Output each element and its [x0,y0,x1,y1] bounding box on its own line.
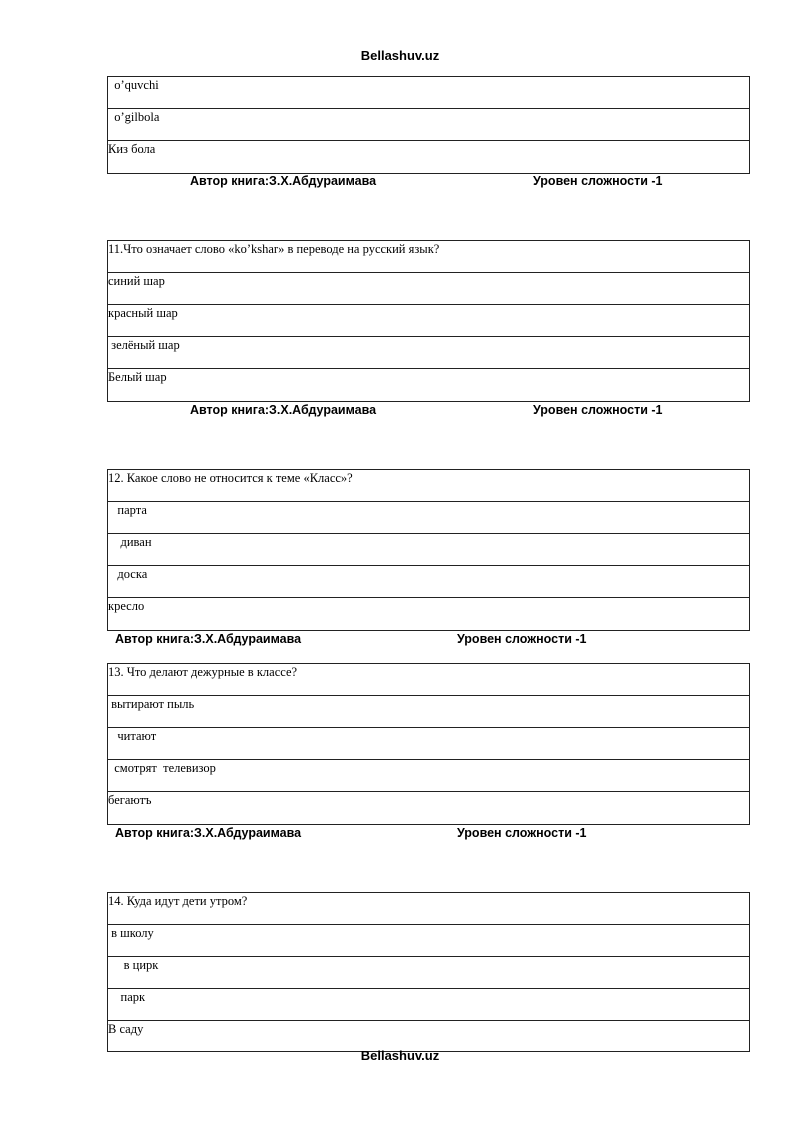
answer-row: синий шар [108,273,749,305]
difficulty-label: Уровен сложности -1 [457,632,587,646]
answer-row: Киз бола [108,142,156,156]
question-text: 12. Какое слово не относится к теме «Класс»? [108,470,749,502]
author-label: Автор книга:З.Х.Абдураимава [115,826,302,840]
answer-row: o’quvchi [108,77,749,109]
author-label: Автор книга:З.Х.Абдураимава [115,632,302,646]
answer-row: бегаютъ [108,793,152,807]
question-table [107,892,750,1052]
answer-row: красный шар [108,305,749,337]
answer-row: вытирают пыль [108,696,749,728]
answer-row: Белый шар [108,370,167,384]
answer-row: В саду [108,1022,144,1036]
answer-row: зелёный шар [108,337,749,369]
footer-site-name: Bellashuv.uz [360,1048,440,1063]
difficulty-label: Уровен сложности -1 [533,403,663,417]
difficulty-label: Уровен сложности -1 [457,826,587,840]
question-text: 13. Что делают дежурные в классе? [108,664,749,696]
difficulty-label: Уровен сложности -1 [533,174,663,188]
question-table [107,240,750,402]
question-text: 14. Куда идут дети утром? [108,893,749,925]
answer-row: o’gilbola [108,109,749,141]
author-label: Автор книга:З.Х.Абдураимава [190,174,377,188]
answer-row: читают [108,728,749,760]
answer-row: в цирк [108,957,749,989]
question-table [107,663,750,825]
question-table [107,469,750,631]
answer-row: смотрят телевизор [108,760,749,792]
author-label: Автор книга:З.Х.Абдураимава [190,403,377,417]
header-site-name: Bellashuv.uz [360,48,440,63]
question-text: 11.Что означает слово «ko’kshar» в переводе на русский язык? [108,241,749,273]
answer-row: доска [108,566,749,598]
answer-row: парк [108,989,749,1021]
answer-row: в школу [108,925,749,957]
answer-table [107,76,750,174]
answer-row: парта [108,502,749,534]
answer-row: диван [108,534,749,566]
answer-row: кресло [108,599,145,613]
